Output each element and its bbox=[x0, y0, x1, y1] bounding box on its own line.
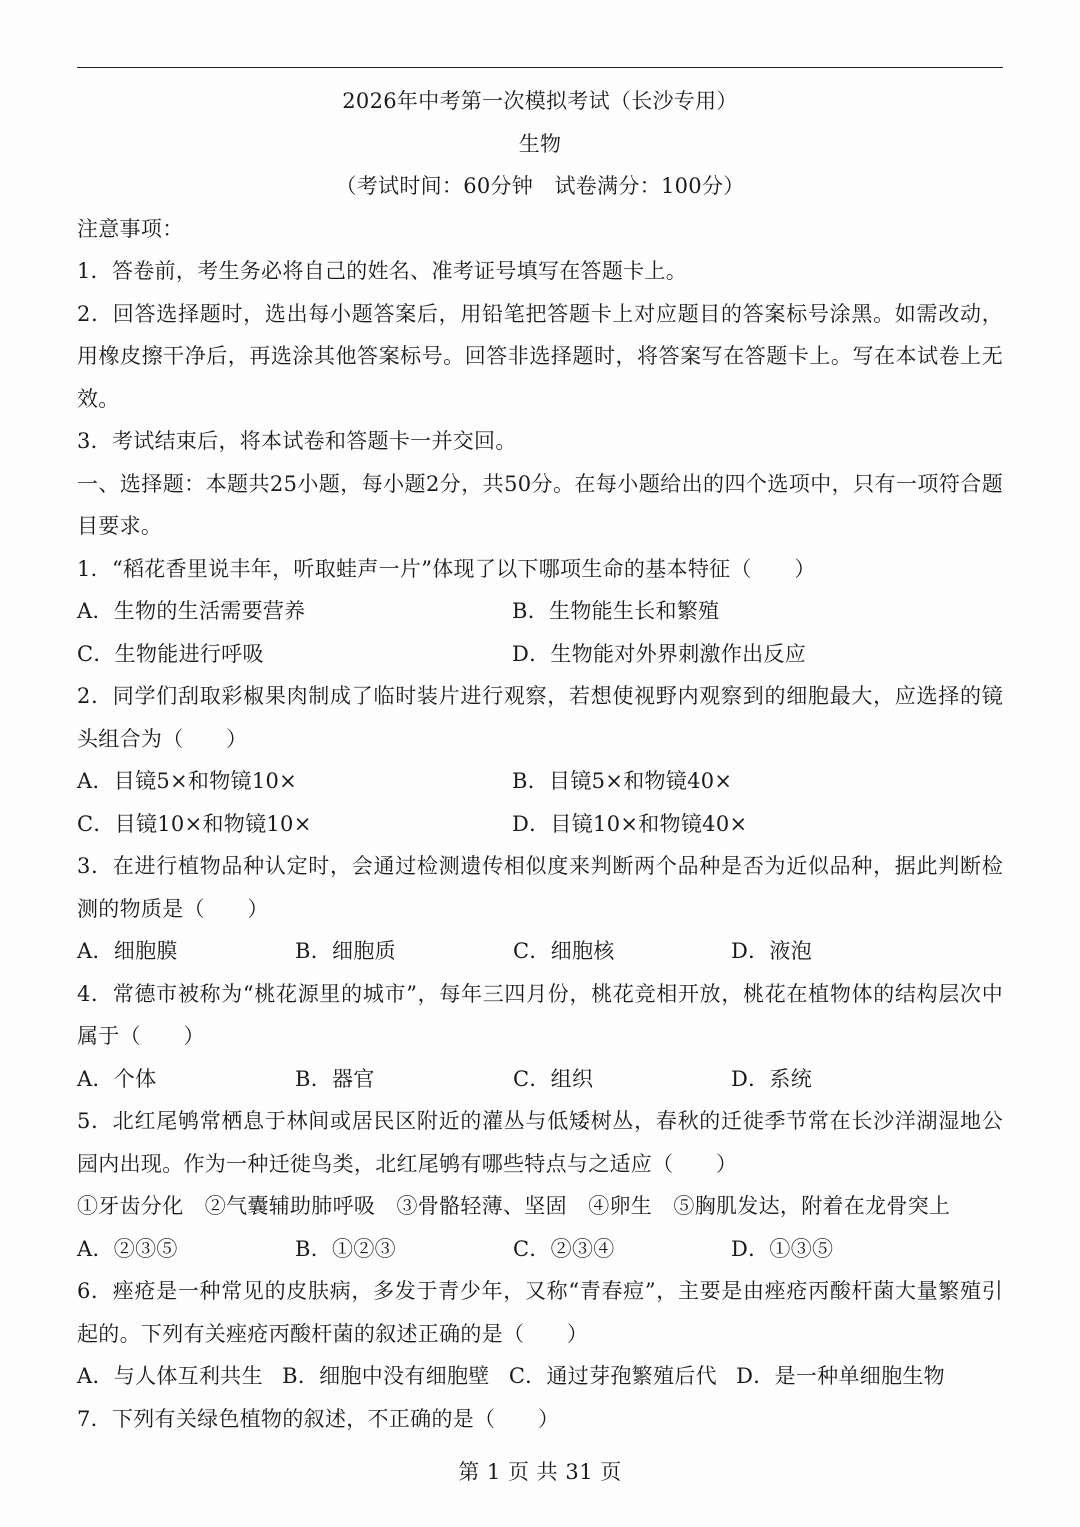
question-statements: ①牙齿分化 ②气囊辅助肺呼吸 ③骨骼轻薄、坚固 ④卵生 ⑤胸肌发达，附着在龙骨突上 bbox=[77, 1194, 951, 1218]
notice-item: 2．回答选择题时，选出每小题答案后，用铅笔把答题卡上对应题目的答案标号涂黑。如需改动，用橡皮擦干净后，再选涂其他答案标号。回答非选择题时，将答案写在答题卡上。写在本试卷上无效。 bbox=[77, 301, 1003, 411]
option-a: A．与人体互利共生 bbox=[77, 1364, 263, 1388]
option-a: A．细胞膜 bbox=[77, 939, 178, 963]
option-d: D．是一种单细胞生物 bbox=[736, 1364, 945, 1388]
option-b: B．细胞中没有细胞壁 bbox=[282, 1364, 490, 1388]
option-a: A．目镜5×和物镜10× bbox=[77, 769, 298, 793]
question-options bbox=[77, 930, 1003, 973]
question-options bbox=[77, 1228, 1003, 1271]
option-c: C．②③④ bbox=[513, 1236, 615, 1261]
question-stem: 2．同学们刮取彩椒果肉制成了临时装片进行观察，若想使视野内观察到的细胞最大，应选择的镜头组合为（ ） bbox=[77, 684, 1003, 751]
option-c: C．通过芽孢繁殖后代 bbox=[508, 1364, 717, 1388]
subject-title: 生物 bbox=[518, 131, 562, 156]
question-options bbox=[77, 1355, 945, 1398]
question-options bbox=[77, 760, 1003, 803]
notice-item: 1．答卷前，考生务必将自己的姓名、准考证号填写在答题卡上。 bbox=[77, 259, 688, 283]
option-b: B．目镜5×和物镜40× bbox=[512, 769, 733, 793]
question-stem: 6．痤疮是一种常见的皮肤病，多发于青少年，又称“青春痘”，主要是由痤疮丙酸杆菌大量繁殖引起的。下列有关痤疮丙酸杆菌的叙述正确的是（ ） bbox=[77, 1279, 1003, 1346]
question-options bbox=[77, 1058, 1003, 1101]
option-b: B．①②③ bbox=[295, 1236, 396, 1261]
option-d: D．生物能对外界刺激作出反应 bbox=[512, 641, 807, 666]
section-heading: 一、选择题：本题共25小题，每小题2分，共50分。在每小题给出的四个选项中，只有一项符合题目要求。 bbox=[77, 471, 1003, 538]
exam-info: （考试时间：60分钟 试卷满分：100分） bbox=[335, 174, 745, 198]
option-b: B．生物能生长和繁殖 bbox=[512, 599, 720, 623]
question-stem: 4．常德市被称为“桃花源里的城市”，每年三四月份，桃花竞相开放，桃花在植物体的结构层次中属于（ ） bbox=[77, 981, 1003, 1048]
option-a: A．生物的生活需要营养 bbox=[77, 599, 306, 623]
question-options bbox=[77, 633, 1003, 676]
page-content bbox=[77, 80, 1003, 1440]
option-d: D．①③⑤ bbox=[731, 1236, 834, 1261]
notice-heading: 注意事项： bbox=[77, 216, 184, 241]
option-d: D．系统 bbox=[731, 1066, 813, 1091]
question-stem: 1．“稻花香里说丰年，听取蛙声一片”体现了以下哪项生命的基本特征（ ） bbox=[77, 556, 816, 581]
question-stem: 3．在进行植物品种认定时，会通过检测遗传相似度来判断两个品种是否为近似品种，据此判断检测的物质是（ ） bbox=[77, 854, 1003, 921]
question-options bbox=[77, 590, 1003, 633]
question-options bbox=[77, 803, 1003, 846]
question-stem: 7．下列有关绿色植物的叙述，不正确的是（ ） bbox=[77, 1406, 560, 1431]
option-a: A．个体 bbox=[77, 1066, 157, 1091]
option-d: D．液泡 bbox=[731, 939, 813, 963]
option-b: B．器官 bbox=[295, 1066, 375, 1091]
exam-title: 2026年中考第一次模拟考试（长沙专用） bbox=[342, 89, 738, 113]
option-d: D．目镜10×和物镜40× bbox=[512, 811, 748, 836]
option-c: C．生物能进行呼吸 bbox=[77, 641, 264, 666]
question-stem: 5．北红尾鸲常栖息于林间或居民区附近的灌丛与低矮树丛，春秋的迁徙季节常在长沙洋湖湿地公园内出现。作为一种迁徙鸟类，北红尾鸲有哪些特点与之适应（ ） bbox=[77, 1109, 1003, 1176]
option-b: B．细胞质 bbox=[295, 939, 396, 963]
header-rule bbox=[77, 67, 1003, 68]
option-a: A．②③⑤ bbox=[77, 1236, 178, 1261]
page-number: 第 1 页 共 31 页 bbox=[458, 1460, 622, 1484]
option-c: C．目镜10×和物镜10× bbox=[77, 811, 312, 836]
notice-item: 3．考试结束后，将本试卷和答题卡一并交回。 bbox=[77, 429, 517, 453]
option-c: C．细胞核 bbox=[513, 939, 615, 963]
option-c: C．组织 bbox=[513, 1066, 594, 1091]
